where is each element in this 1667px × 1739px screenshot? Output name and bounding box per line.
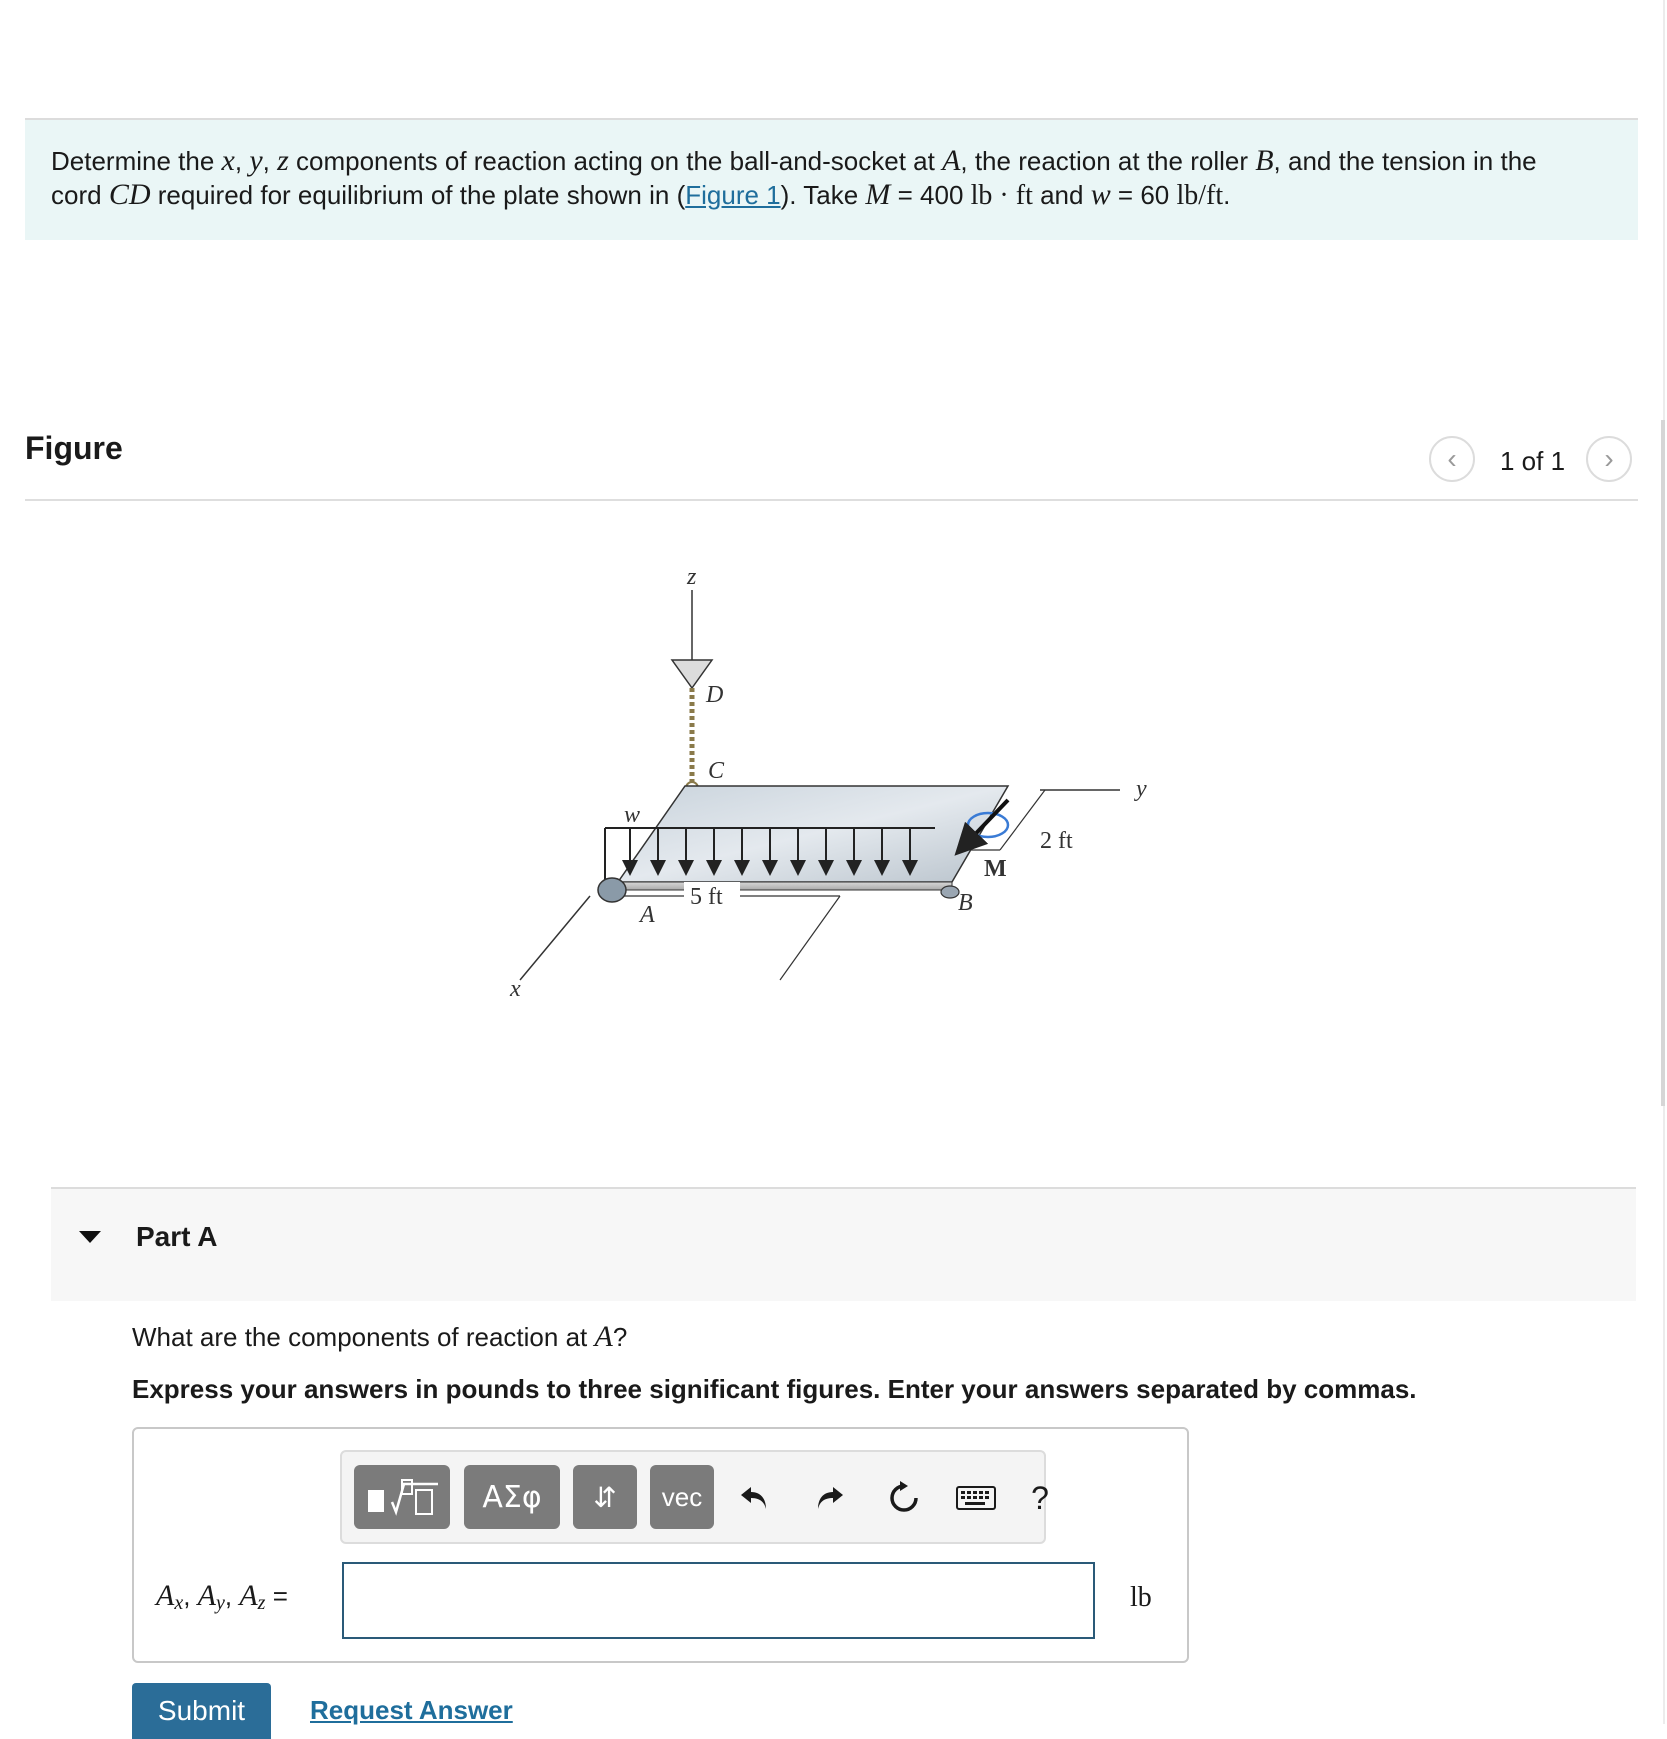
problem-statement	[25, 118, 1638, 240]
label-c: C	[708, 758, 725, 784]
part-a-header[interactable]	[51, 1187, 1636, 1301]
x-axis	[520, 896, 590, 980]
plate-diagram	[440, 560, 1200, 1020]
help-icon[interactable]: ?	[1031, 1479, 1049, 1516]
label-y: y	[1136, 776, 1147, 802]
next-figure-button[interactable]	[1586, 436, 1632, 482]
question-text: What are the components of reaction at A?	[132, 1320, 628, 1353]
arrows-button[interactable]: ⇵	[573, 1465, 637, 1529]
caret-down-icon[interactable]	[77, 1227, 103, 1247]
figure-link[interactable]: Figure 1	[685, 180, 781, 210]
chevron-right-icon: ›	[1604, 443, 1614, 474]
label-d: D	[706, 682, 724, 708]
answer-label: $A_x$, $A_y$, $A_z$ =	[156, 1579, 288, 1615]
undo-icon[interactable]	[728, 1472, 780, 1524]
answer-box	[132, 1427, 1189, 1663]
part-title: Part A	[136, 1221, 218, 1252]
templates-icon	[362, 1472, 442, 1522]
plate-top	[618, 786, 1008, 882]
roller-b	[941, 886, 959, 898]
figure-pager: 1 of 1	[1500, 446, 1566, 476]
label-5ft: 5 ft	[690, 884, 723, 910]
figure-title: Figure	[25, 430, 123, 466]
label-w: w	[624, 802, 641, 828]
keyboard-icon[interactable]	[950, 1472, 1002, 1524]
prev-figure-button[interactable]	[1429, 436, 1475, 482]
problem-line-1: Determine the x, y, z components of reaction acting on the ball-and-socket at A, the reaction at the roller B, and the tension in the	[51, 144, 1537, 177]
chevron-left-icon: ‹	[1447, 443, 1457, 474]
answer-input[interactable]	[342, 1562, 1095, 1639]
label-b: B	[958, 890, 973, 916]
ball-socket-a	[598, 878, 626, 902]
label-z: z	[687, 564, 697, 590]
answer-instructions: Express your answers in pounds to three significant figures. Enter your answers separated by commas.	[132, 1374, 1417, 1404]
problem-line-2: cord CD required for equilibrium of the plate shown in (Figure 1). Take M = 400 lb · ft and w = 60 lb/ft.	[51, 178, 1231, 211]
reset-icon[interactable]	[878, 1472, 930, 1524]
unit-label: lb	[1130, 1582, 1152, 1613]
request-answer-link[interactable]: Request Answer	[310, 1695, 513, 1725]
math-toolbar	[340, 1450, 1049, 1544]
label-m: M	[984, 856, 1007, 882]
label-a: A	[640, 902, 655, 928]
templates-button[interactable]	[354, 1465, 450, 1529]
scrollbar-thumb[interactable]	[1661, 420, 1665, 1106]
submit-button[interactable]: Submit	[132, 1683, 271, 1739]
vector-button[interactable]: vec	[650, 1465, 714, 1529]
dimension-ext-5ft	[780, 896, 840, 980]
label-x: x	[510, 976, 521, 1002]
plate-edge	[618, 882, 952, 890]
redo-icon[interactable]	[804, 1472, 856, 1524]
label-2ft: 2 ft	[1040, 828, 1073, 854]
figure-divider	[25, 499, 1638, 501]
greek-symbols-button[interactable]: ΑΣφ	[464, 1465, 560, 1529]
